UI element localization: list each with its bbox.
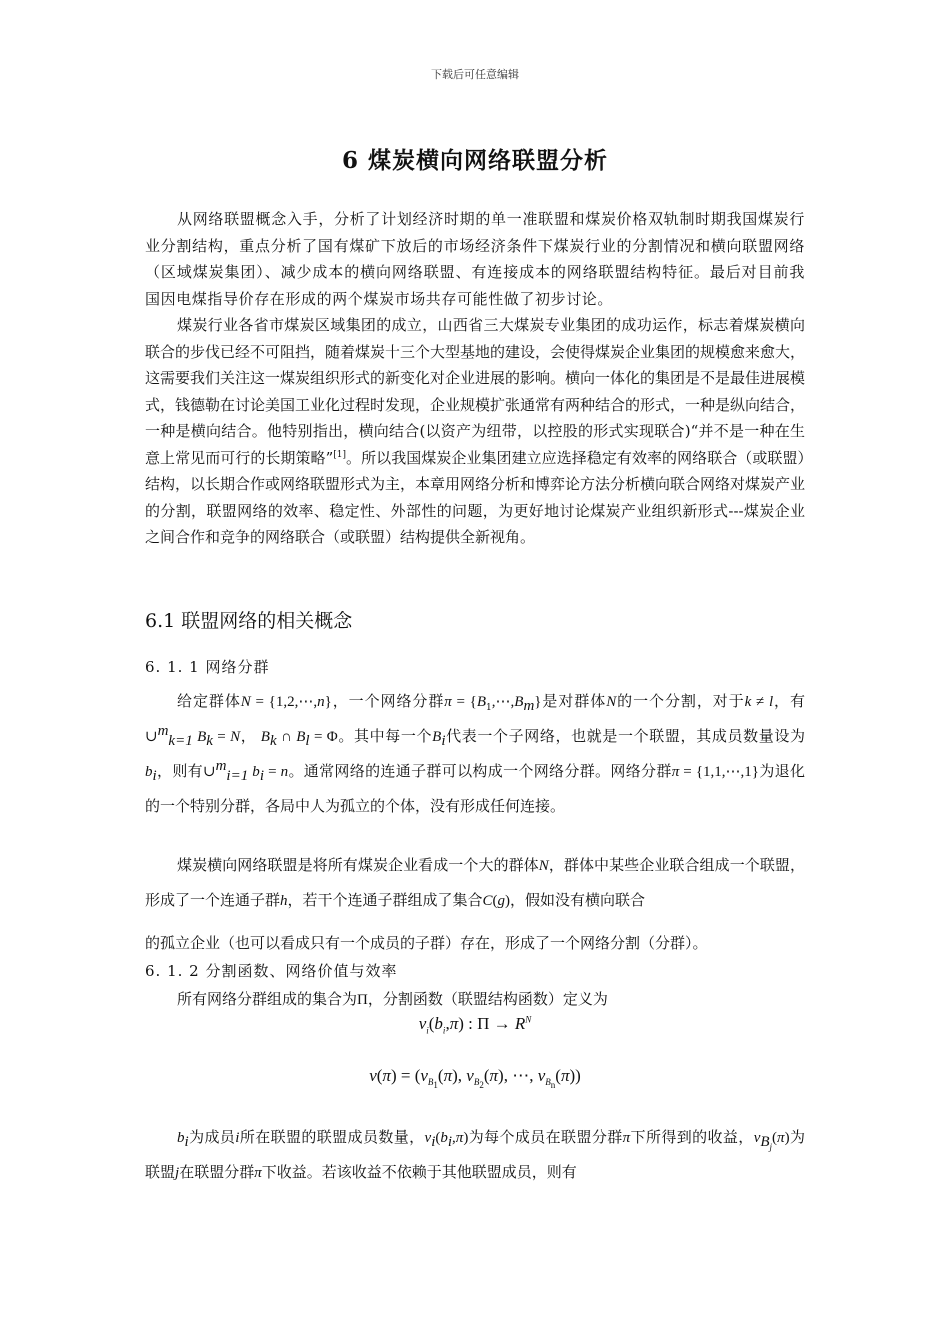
math-sub: k [269,733,277,749]
subsection-heading-6-1-2: 6. 1. 2 分割函数、网络价值与效率 [145,962,398,980]
math-sub: k [206,733,213,749]
math-pi: π [777,1130,785,1146]
math-pi: π [455,1130,464,1146]
math-paren: ) [505,893,511,909]
math-sub: i [152,768,157,784]
text: 下收益。若该收益不依赖于其他联盟成员，则有 [261,1163,577,1181]
math-union: ∪ [203,764,216,780]
math-sub: i [259,768,264,784]
math-set-n: N [240,694,251,710]
text: ，分割函数（联盟结构函数）定义为 [367,990,608,1008]
text: 所在联盟的联盟成员数量， [239,1128,425,1146]
network-partition-paragraph [145,684,805,823]
math-bi-lower: b [248,764,260,780]
math-h: h [280,893,288,909]
math-j: j [175,1165,180,1181]
equation-partition-function: $v_i(b_i,\pi)$ : $\Pi \to R^N$ [418,1014,532,1036]
text: 。通常网络的连通子群可以构成一个网络分群。网络分群 [288,762,672,780]
math-sub: i [447,1134,453,1150]
math-set-n-def: = {1,2,⋯, [250,694,318,710]
math-neq: ≠ [751,694,769,710]
math-pi-trivial: = {1,1,⋯,1} [679,764,759,780]
text: 给定群体 [177,692,241,710]
text: 所有网络分群组成的集合为 [177,990,358,1008]
math-bl: B [296,729,306,745]
math-vbj: v [753,1130,761,1146]
math-vi: v [424,1130,432,1146]
math-cap: ∩ [276,729,297,745]
math-sub: i=1 [226,768,249,784]
text: 为成员 [188,1128,236,1146]
math-sub: k=1 [168,733,193,749]
text: ，则有 [156,762,203,780]
equation-value-vector: $v(\pi) = (v_{B_1}(\pi)$, $v_{B_2}(\pi)$, ⋯, $v_{B_n}(\pi)$) [369,1066,581,1091]
math-bk: B [192,729,207,745]
abstract-paragraph: 从网络联盟概念入手，分析了计划经济时期的单一准联盟和煤炭价格双轨制时期我国煤炭行业分割结构，重点分析了国有煤矿下放后的市场经济条件下煤炭行业的分割情况和横向联盟网络（区域煤炭集团）、减少成本的横向网络联盟、有连接成本的网络联盟结构特征。最后对目前我国因电煤指导价存在形成的两个煤炭市场共存可能性做了初步讨论。 [145,210,805,308]
math-dots: ,⋯, [491,694,515,710]
text: 在联盟分群 [179,1163,255,1181]
math-paren: ( [772,1130,778,1146]
page-header-note: 下载后可任意编辑 [431,68,519,81]
math-sup: m [215,758,227,774]
math-paren: ( [435,1130,441,1146]
math-sub: m [523,698,535,714]
math-eq: = [212,729,231,745]
math-union: ∪ [145,729,158,745]
math-n: N [230,729,241,745]
math-pi: π [671,764,680,780]
math-sub: Bj [760,1134,773,1152]
text: ，一个网络分群 [331,692,445,710]
math-sup: m [157,723,169,739]
math-b1: B [476,694,487,710]
payoff-paragraph [145,1120,805,1190]
math-eq: = [263,764,281,780]
math-g: g [497,893,506,909]
math-n: N [606,694,617,710]
text: ，假如没有横向联合 [510,891,646,909]
math-bk: B [256,729,270,745]
intro-text-1: 煤炭行业各省市煤炭区域集团的成立，山西省三大煤炭专业集团的成功运作，标志着煤炭横向联合的步伐已经不可阻挡，随着煤炭十三个大型基地的建设，会使得煤炭企业集团的规模愈来愈大，这需要我们关注这一煤炭组织形式的新变化对企业进展的影响。横向一体化的集团是不是最佳进展模式，钱德勒在讨论美国工业化过程时发现，企业规模扩张通常有两种结合的形式，一种是纵向结合，一种是横向结合。他特别指出，横向结合(以资产为纽带，以控股的形式实现联合)“并不是一种在生意上常见而可行的长期策略” [145,316,806,467]
chapter-title: 6 煤炭横向网络联盟分析 [341,147,608,174]
math-bm: B [514,694,524,710]
math-comma: , [452,1130,456,1146]
math-i: i [235,1130,240,1146]
math-bi-lower: b [440,1130,448,1146]
intro-paragraph [145,312,805,551]
section-heading-6-1: 6.1 联盟网络的相关概念 [145,610,353,632]
text: ，群体中某些企业联合组成一个联盟，形成了一个连通子群 [145,856,805,909]
math-k-neq-l: k [744,694,752,710]
math-n: n [280,764,289,780]
math-sub: i [431,1134,436,1150]
citation-ref: [1] [333,449,346,460]
text: 代表一个子网络，也就是一个联盟，其成员数量设为 [445,727,805,745]
text: ， [240,727,257,745]
text: 。其中每一个 [337,727,433,745]
math-paren: ) [784,1130,790,1146]
math-paren: ( [492,893,498,909]
math-pi-set: Π [357,992,368,1008]
text: 是对群体 [541,692,607,710]
horizontal-alliance-paragraph [145,848,805,918]
math-sub: l [305,733,310,749]
text: ，有 [773,692,805,710]
intro-text-2: 。所以我国煤炭企业集团建立应选择稳定有效率的网络联合（或联盟）结构，以长期合作或网络联盟形式为主，本章用网络分析和博弈论方法分析横向联合网络对煤炭产业的分割，联盟网络的效率、稳定性、外部性的问题，为更好地讨论煤炭产业组织新形式---煤炭企业之间合作和竞争的网络联合（或联盟）结构提供全新视角。 [145,448,806,546]
text: ，若干个连通子群组成了集合 [287,891,483,909]
math-sub: i [441,733,446,749]
math-pi: π [254,1165,262,1181]
horizontal-alliance-paragraph-cont: 的孤立企业（也可以看成只有一个成员的子群）存在，形成了一个网络分割（分群）。 [145,934,708,952]
math-bi: B [432,729,442,745]
math-n: N [538,858,549,874]
math-sub: 1 [486,703,492,713]
partition-function-intro [145,986,805,1014]
math-cg: C [482,893,493,909]
math-sub: i [184,1134,189,1150]
math-pi: π [444,694,452,710]
text: 的一个分割，对于 [616,692,745,710]
math-pi-def: = { [451,694,477,710]
math-bi-lower: b [177,1130,185,1146]
math-close: } [324,694,332,710]
math-paren: ) [463,1130,469,1146]
text: 为退化的一个特别分群，各局中人为孤立的个体，没有形成任何连接。 [145,762,805,815]
text: 为每个成员在联盟分群 [468,1128,623,1146]
math-close: } [534,694,542,710]
text: 下所得到的收益， [630,1128,754,1146]
text: 煤炭横向网络联盟是将所有煤炭企业看成一个大的群体 [177,856,539,874]
math-pi: π [622,1130,631,1146]
math-bi-lower: b [145,764,153,780]
math-empty: = Φ [309,729,338,745]
subsection-heading-6-1-1: 6. 1. 1 网络分群 [145,658,270,676]
math-l: l [768,694,774,710]
math-n: n [317,694,325,710]
text: 为联盟 [145,1128,805,1181]
